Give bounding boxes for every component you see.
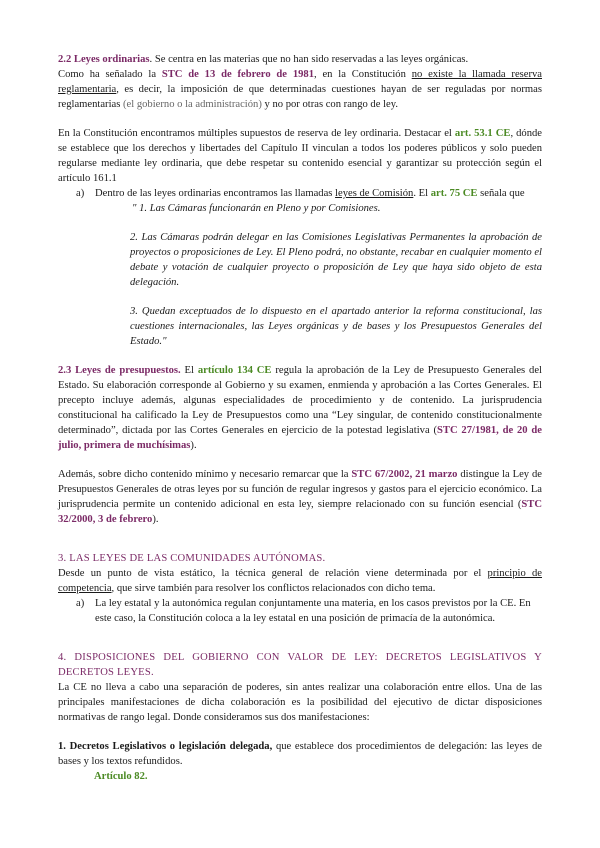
stc-reference: STC 67/2002, 21 marzo (351, 469, 458, 480)
article-reference: art. 75 CE (430, 188, 478, 199)
quote-point-2: 2. Las Cámaras podrán delegar en las Comisiones Legislativas Permanentes la aprobación de proyectos o proposiciones de Ley. El Pleno podrá, no obstante, recabar en cualquier momento el debate y votación de cualquier proyecto o proposición de Ley que haya sido objeto de esta delegación. (130, 232, 542, 288)
list-item-a (76, 596, 542, 626)
section-4-heading: 4. DISPOSICIONES DEL GOBIERNO CON VALOR DE LEY: DECRETOS LEGISLATIVOS Y DECRETOS LEYES. (58, 652, 542, 678)
grey-note: (el gobierno o la administración) (123, 99, 262, 110)
section-2-2-title: 2.2 Leyes ordinarias (58, 54, 150, 65)
bold-term: 1. Decretos Legislativos o legislación delegada, (58, 741, 273, 752)
stc-reference: STC 27/1981, de 20 de julio, primera de muchísimas (58, 425, 543, 451)
section-4-paragraph-1: La CE no lleva a cabo una separación de poderes, sin antes realizar una colaboración entre ellos. Una de las principales manifestaciones de dicha colaboración es la posibilidad del ejecutivo de dictar disposiciones normativas de rango legal. Donde consideramos sus dos manifestaciones: (58, 682, 542, 723)
stc-reference: STC de 13 de febrero de 1981 (161, 69, 315, 80)
quote-point-3: 3. Quedan exceptuados de lo dispuesto en el apartado anterior la reforma constitucional, las cuestiones internacionales, las Leyes orgánicas y de bases y los Presupuestos Generales del Estado." (130, 306, 542, 347)
list-item-text: La ley estatal y la autonómica regulan conjuntamente una materia, en los casos previstos por la CE. En este caso, la Constitución coloca a la ley estatal en una posición de primacía de la autonómica. (95, 598, 531, 624)
section-3-paragraph-1: Desde un punto de vista estático, la técnica general de relación viene determinada por el principio de competencia, que sirve también para resolver los conflictos relacionados con dicho tema. (58, 568, 542, 594)
underlined-term: no existe la llamada reserva reglamentaria (58, 69, 542, 95)
section-4-paragraph-2: 1. Decretos Legislativos o legislación delegada, que establece dos procedimientos de delegación: las leyes de bases y los textos refundidos. (58, 741, 542, 767)
stc-reference: STC 32/2000, 3 de febrero (58, 499, 542, 525)
section-2-3-paragraph-1: 2.3 Leyes de presupuestos. El artículo 134 CE regula la aprobación de la Ley de Presupuesto Generales del Estado. Su elaboración corresponde al Gobierno y su examen, enmienda y aprobación a las Cortes Generales. El precepto incluye además, algunas especialidades de procedimiento y de contenido. La jurisprudencia constitucional ha calificado la Ley de Presupuestos como una “Ley singular, de contenido constitucionalmente determinado”, dictada por las Cortes Generales en ejercicio de la potestad legislativa (STC 27/1981, de 20 de julio, primera de muchísimas). (58, 365, 543, 451)
list-marker: a) (76, 598, 85, 609)
section-3-heading: 3. LAS LEYES DE LAS COMUNIDADES AUTÓNOMAS. (58, 553, 326, 564)
section-2-3-paragraph-2: Además, sobre dicho contenido mínimo y necesario remarcar que la STC 67/2002, 21 marzo distingue la Ley de Presupuestos Generales de otras leyes por su función de regular ingresos y gastos para el ejercicio económico. La jurisprudencia permite un contenido adicional en esta ley, siempre relacionado con su función esencial (STC 32/2000, 3 de febrero). (58, 469, 542, 525)
underlined-term: leyes de Comisión (335, 188, 414, 199)
section-2-2-paragraph-2: En la Constitución encontramos múltiples supuestos de reserva de ley ordinaria. Destacar el art. 53.1 CE, dónde se establece que los derechos y libertades del Capítulo II vinculan a todos los poderes públicos y solo pueden regularse mediante ley ordinaria, que debe respetar su contenido esencial y garantizar su protección según el artículo 161.1 (58, 128, 543, 184)
article-82-reference: Artículo 82. (94, 771, 148, 782)
article-reference: art. 53.1 CE (454, 128, 511, 139)
section-2-3-title: 2.3 Leyes de presupuestos. (58, 365, 181, 376)
section-2-2-intro: 2.2 Leyes ordinarias. Se centra en las materias que no han sido reservadas a las leyes orgánicas. (58, 54, 469, 65)
section-2-2-paragraph-1: Como ha señalado la STC de 13 de febrero de 1981, en la Constitución no existe la llamada reserva reglamentaria, es decir, la imposición de que determinadas cuestiones hayan de ser reguladas por normas reglamentarias (el gobierno o la administración) y no por otras con rango de ley. (58, 69, 542, 110)
list-item-a: a) Dentro de las leyes ordinarias encontramos las llamadas leyes de Comisión. El art. 75 CE señala que (76, 188, 525, 199)
list-marker: a) (76, 188, 85, 199)
article-reference: artículo 134 CE (197, 365, 272, 376)
quote-point-1: " 1. Las Cámaras funcionarán en Pleno y por Comisiones. (132, 203, 381, 214)
underlined-term: principio de competencia (58, 568, 542, 594)
